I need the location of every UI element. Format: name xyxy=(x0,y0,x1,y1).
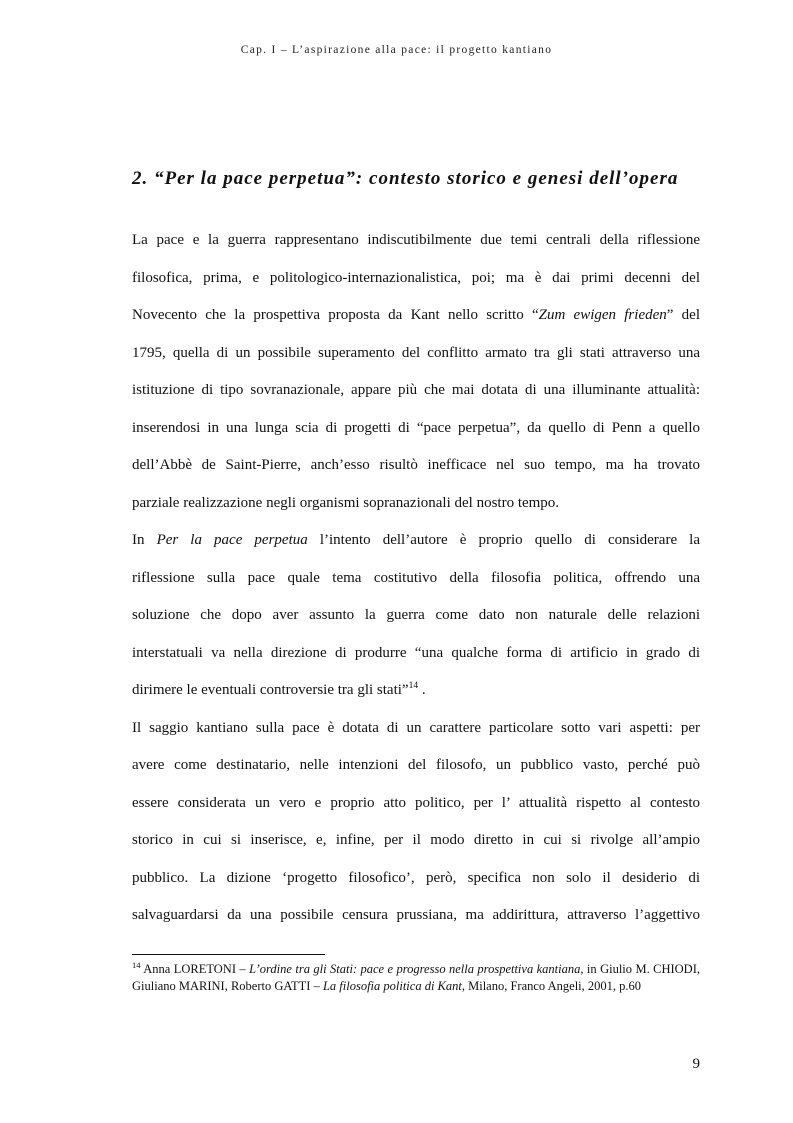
text-line: dell’Abbè de Saint-Pierre, anch’esso risultò inefficace nel suo tempo, ma ha trovato xyxy=(132,457,700,473)
text-span: . xyxy=(418,682,426,698)
work-title-italic: Zum ewigen frieden xyxy=(538,307,667,323)
footnote-work-title: La filosofia politica di Kant xyxy=(322,978,462,993)
text-span: ” del xyxy=(666,307,700,323)
text-line: avere come destinatario, nelle intenzioni del filosofo, un pubblico vasto, perché può xyxy=(132,757,700,773)
text-line: 1795, quella di un possibile superamento del conflitto armato tra gli stati attraverso una xyxy=(132,344,700,361)
text-line: filosofica, prima, e politologico-internazionalistica, poi; ma è dai primi decenni del xyxy=(132,269,700,286)
text-line: parziale realizzazione negli organismi sopranazionali del nostro tempo. xyxy=(132,494,560,511)
page-number: 9 xyxy=(692,1056,700,1072)
text-line: istituzione di tipo sovranazionale, appare più che mai dotata di una illuminante attualità: xyxy=(132,382,700,398)
text-span: Novecento che la prospettiva proposta da Kant nello scritto “ xyxy=(132,307,539,323)
footnote-work-title: L’ordine tra gli Stati: pace e progresso nella prospettiva kantiana xyxy=(249,962,581,976)
text-line: essere considerata un vero e proprio atto politico, per l’ attualità rispetto al contesto xyxy=(132,794,700,811)
section-title: 2. “Per la pace perpetua”: contesto storico e genesi dell’opera xyxy=(132,168,679,189)
text-line xyxy=(132,303,700,341)
text-line xyxy=(132,528,700,566)
text-line: riflessione sulla pace quale tema costitutivo della filosofia politica, offrendo una xyxy=(132,569,700,586)
footnote-text: , Milano, Franco Angeli, 2001, p.60 xyxy=(461,978,642,993)
text-line: storico in cui si inserisce, e, infine, per il modo diretto in cui si rivolge all’ampio xyxy=(132,832,700,848)
footnote-number: 14 xyxy=(132,960,141,970)
work-title-italic: Per la pace perpetua xyxy=(156,532,308,548)
text-span: l’intento dell’autore è proprio quello di considerare la xyxy=(307,532,701,548)
body-text xyxy=(132,228,700,941)
footnote-divider xyxy=(132,954,325,955)
text-line: pubblico. La dizione ‘progetto filosofico’, però, specifica non solo il desiderio di xyxy=(132,869,700,886)
footnote-text: Anna LORETONI – xyxy=(140,962,250,976)
text-line: interstatuali va nella direzione di produrre “una qualche forma di artificio in grado di xyxy=(132,644,700,661)
text-span: In xyxy=(132,532,157,548)
footnote-text: , in Giulio M. CHIODI, Giuliano MARINI, Roberto GATTI – xyxy=(132,962,700,993)
text-line: Il saggio kantiano sulla pace è dotata di un carattere particolare sotto vari aspetti: per xyxy=(132,719,700,736)
footnote-reference[interactable]: 14 xyxy=(408,681,419,691)
text-line: inserendosi in una lunga scia di progetti di “pace perpetua”, da quello di Penn a quello xyxy=(132,419,700,436)
text-line: soluzione che dopo aver assunto la guerra come dato non naturale delle relazioni xyxy=(132,607,700,623)
running-head: Cap. I – L’aspirazione alla pace: il progetto kantiano xyxy=(240,44,553,56)
text-line xyxy=(132,678,700,716)
footnote xyxy=(132,961,700,994)
text-span: dirimere le eventuali controversie tra gli stati” xyxy=(132,682,409,698)
text-line: La pace e la guerra rappresentano indiscutibilmente due temi centrali della riflessione xyxy=(132,232,700,248)
text-line: salvaguardarsi da una possibile censura prussiana, ma addirittura, attraverso l’aggettivo xyxy=(132,907,700,923)
